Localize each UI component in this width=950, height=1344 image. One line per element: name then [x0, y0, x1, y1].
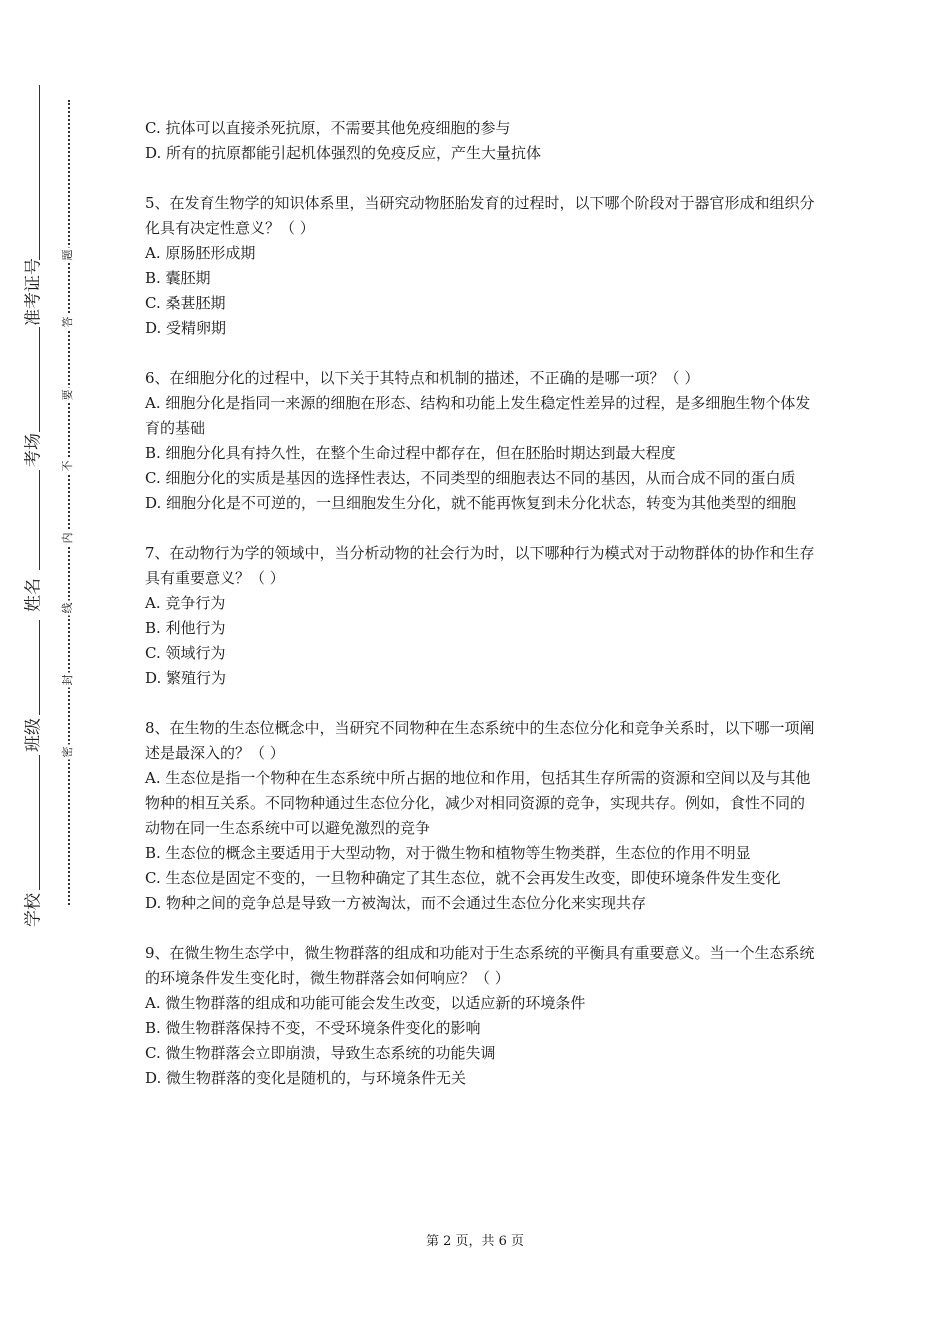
binding-line — [39, 470, 40, 570]
question-stem: 9、在微生物生态学中，微生物群落的组成和功能对于生态系统的平衡具有重要意义。当一个生态系统的环境条件发生变化时，微生物群落会如何响应？（ ） — [145, 944, 815, 987]
name-label: 姓名 — [23, 578, 44, 612]
question-7 — [145, 541, 815, 691]
question-stem: 6、在细胞分化的过程中，以下关于其特点和机制的描述，不正确的是哪一项？（ ） — [145, 369, 700, 387]
question-6 — [145, 366, 815, 516]
seal-char: 线 — [61, 602, 74, 614]
question-option: B. 囊胚期 — [145, 269, 211, 287]
question-option: A. 原肠胚形成期 — [145, 244, 256, 262]
question-option: C. 细胞分化的实质是基因的选择性表达，不同类型的细胞表达不同的基因，从而合成不同的蛋白质 — [145, 469, 796, 487]
page-number: 第 2 页，共 6 页 — [425, 1234, 525, 1249]
question-stem: 7、在动物行为学的领域中，当分析动物的社会行为时，以下哪种行为模式对于动物群体的协作和生存具有重要意义？（ ） — [145, 544, 815, 587]
binding-line — [39, 620, 40, 715]
seal-char: 内 — [61, 532, 74, 544]
exam-id-label: 准考证号 — [23, 258, 44, 326]
question-option: D. 所有的抗原都能引起机体强烈的免疫反应，产生大量抗体 — [145, 144, 542, 162]
question-content — [145, 116, 815, 1116]
binding-line — [39, 755, 40, 890]
seal-char: 答 — [61, 316, 74, 328]
question-9 — [145, 941, 815, 1091]
question-option: D. 微生物群落的变化是随机的，与环境条件无关 — [145, 1069, 467, 1087]
question-4-continued — [145, 116, 815, 166]
question-8 — [145, 716, 815, 916]
question-option: B. 利他行为 — [145, 619, 226, 637]
question-option: C. 桑葚胚期 — [145, 294, 226, 312]
question-option: D. 细胞分化是不可逆的，一旦细胞发生分化，就不能再恢复到未分化状态，转变为其他类型的细胞 — [145, 494, 797, 512]
school-label: 学校 — [23, 893, 44, 927]
binding-line — [39, 327, 40, 432]
question-option: C. 生态位是固定不变的，一旦物种确定了其生态位，就不会再发生改变，即使环境条件发生变化 — [145, 869, 781, 887]
seal-char: 密 — [61, 746, 74, 758]
question-option: A. 生态位是指一个物种在生态系统中所占据的地位和作用，包括其生存所需的资源和空间以及与其他物种的相互关系。不同物种通过生态位分化，减少对相同资源的竞争，实现共存。例如，食性不同的动物在同一生态系统中可以避免激烈的竞争 — [145, 769, 811, 837]
question-option: A. 微生物群落的组成和功能可能会发生改变，以适应新的环境条件 — [145, 994, 586, 1012]
seal-char: 题 — [61, 249, 74, 261]
question-option: C. 领域行为 — [145, 644, 226, 662]
question-stem: 5、在发育生物学的知识体系里，当研究动物胚胎发育的过程时，以下哪个阶段对于器官形成和组织分化具有决定性意义？（ ） — [145, 194, 815, 237]
question-option: B. 生态位的概念主要适用于大型动物，对于微生物和植物等生物类群，生态位的作用不明显 — [145, 844, 751, 862]
class-label: 班级 — [23, 718, 44, 752]
binding-line — [39, 85, 40, 260]
seal-char: 要 — [61, 389, 74, 401]
question-5 — [145, 191, 815, 341]
question-option: D. 物种之间的竞争总是导致一方被淘汰，而不会通过生态位分化来实现共存 — [145, 894, 647, 912]
question-option: C. 抗体可以直接杀死抗原，不需要其他免疫细胞的参与 — [145, 119, 511, 137]
question-stem: 8、在生物的生态位概念中，当研究不同物种在生态系统中的生态位分化和竞争关系时，以下哪一项阐述是最深入的？（ ） — [145, 719, 815, 762]
question-option: C. 微生物群落会立即崩溃，导致生态系统的功能失调 — [145, 1044, 496, 1062]
seal-char: 不 — [61, 460, 74, 472]
seal-dotted-line — [68, 100, 70, 905]
binding-margin — [0, 0, 74, 1344]
question-option: B. 细胞分化具有持久性，在整个生命过程中都存在，但在胚胎时期达到最大程度 — [145, 444, 676, 462]
question-option: A. 竞争行为 — [145, 594, 226, 612]
question-option: D. 繁殖行为 — [145, 669, 227, 687]
seal-char: 封 — [61, 674, 74, 686]
question-option: A. 细胞分化是指同一来源的细胞在形态、结构和功能上发生稳定性差异的过程，是多细胞生物个体发育的基础 — [145, 394, 811, 437]
question-option: B. 微生物群落保持不变，不受环境条件变化的影响 — [145, 1019, 481, 1037]
question-option: D. 受精卵期 — [145, 319, 227, 337]
exam-room-label: 考场 — [23, 433, 44, 467]
